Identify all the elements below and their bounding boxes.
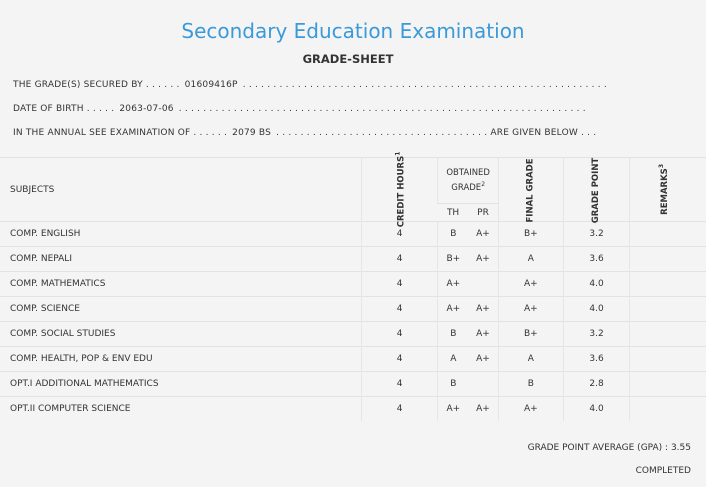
th-grade-cell: A+ [438, 272, 468, 297]
info-exam: IN THE ANNUAL SEE EXAMINATION OF . . . . . . 2079 BS . . . . . . . . . . . . . . . . . . . . . . . . . . . . . . . . . . . ARE GIVEN BELOW . . . [13, 128, 597, 138]
subject-cell: COMP. NEPALI [0, 247, 361, 272]
table-row [0, 372, 706, 397]
subject-cell: OPT.II COMPUTER SCIENCE [0, 397, 361, 422]
pr-grade-cell: A+ [468, 397, 498, 422]
pr-grade-cell: A+ [468, 222, 498, 247]
header-remarks: REMARKS$^3$ [630, 158, 696, 222]
credit-cell: 4 [361, 347, 438, 372]
table-row [0, 272, 706, 297]
credit-cell: 4 [361, 272, 438, 297]
given-below-label: ARE GIVEN BELOW [490, 128, 578, 138]
subject-cell: COMP. ENGLISH [0, 222, 361, 247]
final-grade-cell: A+ [498, 297, 563, 322]
credit-cell: 4 [361, 222, 438, 247]
credit-cell: 4 [361, 247, 438, 272]
spacer-cell [696, 272, 706, 297]
spacer-cell [696, 297, 706, 322]
credit-cell: 4 [361, 397, 438, 422]
th-grade-cell: B [438, 222, 468, 247]
gpa-label: GRADE POINT AVERAGE (GPA) : [527, 443, 669, 453]
header-obtained-grade: OBTAINED GRADE$^2$ [438, 158, 498, 204]
pr-grade-cell: A+ [468, 322, 498, 347]
header-final-grade: FINAL GRADE [498, 158, 563, 222]
remarks-cell [630, 372, 696, 397]
pr-grade-cell: A+ [468, 347, 498, 372]
dob-label: DATE OF BIRTH [13, 104, 84, 114]
subject-cell: COMP. MATHEMATICS [0, 272, 361, 297]
spacer-cell [696, 322, 706, 347]
grades-table [0, 151, 706, 421]
grade-point-cell: 3.2 [563, 222, 629, 247]
remarks-cell [630, 272, 696, 297]
grade-point-cell: 4.0 [563, 397, 629, 422]
header-pr: PR [468, 204, 498, 222]
remarks-cell [630, 397, 696, 422]
remarks-cell [630, 222, 696, 247]
remarks-cell [630, 322, 696, 347]
pr-grade-cell [468, 272, 498, 297]
final-grade-cell: A [498, 347, 563, 372]
grade-point-cell: 3.6 [563, 247, 629, 272]
final-grade-cell: A+ [498, 397, 563, 422]
spacer-cell [696, 372, 706, 397]
credit-cell: 4 [361, 372, 438, 397]
credit-cell: 4 [361, 297, 438, 322]
remarks-cell [630, 247, 696, 272]
th-grade-cell: B [438, 372, 468, 397]
table-row [0, 222, 706, 247]
th-grade-cell: B [438, 322, 468, 347]
subject-cell: COMP. HEALTH, POP & ENV EDU [0, 347, 361, 372]
final-grade-cell: A+ [498, 272, 563, 297]
spacer-cell [696, 222, 706, 247]
grade-sheet-heading: GRADE-SHEET [302, 52, 394, 66]
table-row [0, 297, 706, 322]
header-credit-hours: CREDIT HOURS$^1$ [361, 158, 438, 222]
subject-cell: COMP. SOCIAL STUDIES [0, 322, 361, 347]
grade-point-cell: 3.2 [563, 322, 629, 347]
result-status: COMPLETED [635, 466, 691, 476]
th-grade-cell: A+ [438, 397, 468, 422]
credit-cell: 4 [361, 322, 438, 347]
gpa-summary [528, 443, 691, 453]
subject-cell: OPT.I ADDITIONAL MATHEMATICS [0, 372, 361, 397]
final-grade-cell: A [498, 247, 563, 272]
pr-grade-cell: A+ [468, 297, 498, 322]
final-grade-cell: B [498, 372, 563, 397]
th-grade-cell: B+ [438, 247, 468, 272]
final-grade-cell: B+ [498, 222, 563, 247]
header-spacer [696, 158, 706, 222]
spacer-cell [696, 247, 706, 272]
final-grade-cell: B+ [498, 322, 563, 347]
grades-secured-by-label: THE GRADE(S) SECURED BY [13, 80, 143, 90]
grade-point-cell: 3.6 [563, 347, 629, 372]
header-subjects: SUBJECTS [0, 158, 361, 222]
table-row [0, 397, 706, 422]
th-grade-cell: A [438, 347, 468, 372]
remarks-cell [630, 347, 696, 372]
dob-value: 2063-07-06 [119, 104, 174, 114]
grade-point-cell: 4.0 [563, 297, 629, 322]
header-grade-point: GRADE POINT [563, 158, 629, 222]
table-row [0, 322, 706, 347]
exam-year: 2079 BS [232, 128, 272, 138]
page-title: Secondary Education Examination [181, 19, 525, 43]
spacer-cell [696, 347, 706, 372]
remarks-cell [630, 297, 696, 322]
info-grades-secured-by: THE GRADE(S) SECURED BY . . . . . . 01609416P . . . . . . . . . . . . . . . . . . . . . . . . . . . . . . . . . . . . . . . . . . . . . . . . . . . . . . . . . . . . [13, 80, 607, 90]
grade-point-cell: 4.0 [563, 272, 629, 297]
spacer-cell [696, 397, 706, 422]
table-row [0, 347, 706, 372]
th-grade-cell: A+ [438, 297, 468, 322]
exam-label: IN THE ANNUAL SEE EXAMINATION OF [13, 128, 191, 138]
header-th: TH [438, 204, 468, 222]
pr-grade-cell [468, 372, 498, 397]
symbol-number: 01609416P [184, 80, 238, 90]
info-date-of-birth: DATE OF BIRTH . . . . . 2063-07-06 . . . . . . . . . . . . . . . . . . . . . . . . . . . . . . . . . . . . . . . . . . . . . . . . . . . . . . . . . . . . . . . . . . . [13, 104, 586, 114]
subject-cell: COMP. SCIENCE [0, 297, 361, 322]
grade-point-cell: 2.8 [563, 372, 629, 397]
pr-grade-cell: A+ [468, 247, 498, 272]
table-row [0, 247, 706, 272]
gpa-value: 3.55 [670, 443, 691, 453]
